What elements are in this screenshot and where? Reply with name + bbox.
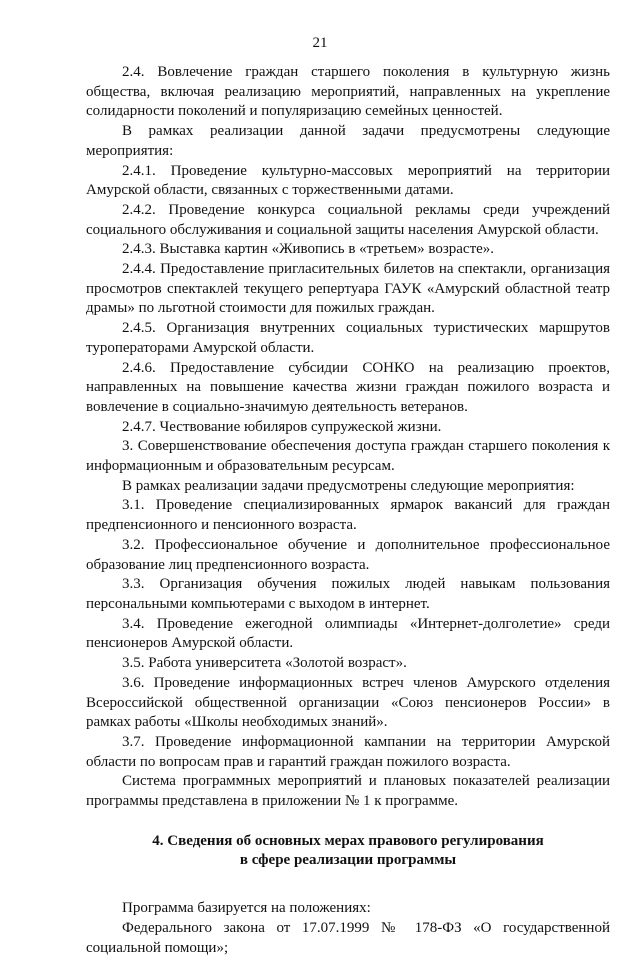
paragraph: 3.7. Проведение информационной кампании на территории Амурской области по вопросам прав и гарантий граждан пожилого возраста. (86, 733, 610, 770)
paragraph: 3.1. Проведение специализированных ярмарок вакансий для граждан предпенсионного и пенсионного возраста. (86, 497, 610, 534)
paragraph: 3.3. Организация обучения пожилых людей навыкам пользования персональными компьютерами с выходом в интернет. (86, 576, 610, 612)
spacer (86, 871, 610, 899)
paragraph: 3.6. Проведение информационных встреч членов Амурского отделения Всероссийской общественной организации «Союз пенсионеров России» в рамках работы «Школы необходимых знаний». (86, 674, 610, 731)
paragraph: 2.4. Вовлечение граждан старшего поколения в культурную жизнь общества, включая реализацию мероприятий, направленных на укрепление солидарности поколений и популяризацию семейных ценностей. (86, 64, 610, 120)
paragraph: 3. Совершенствование обеспечения доступа граждан старшего поколения к информационным и образовательным ресурсам. (86, 438, 610, 475)
paragraph: 2.4.5. Организация внутренних социальных туристических маршрутов туроператорами Амурской области. (86, 320, 610, 356)
paragraph: 3.2. Профессиональное обучение и дополнительное профессиональное образование лиц предпенсионного возраста. (86, 536, 610, 573)
paragraph: 2.4.7. Чествование юбиляров супружеской жизни. (122, 418, 442, 435)
page-number: 21 (312, 35, 328, 51)
section-heading-line: 4. Сведения об основных мерах правового регулирования (152, 832, 544, 849)
document-body (86, 63, 610, 958)
section-heading (86, 832, 610, 871)
paragraph: 3.4. Проведение ежегодной олимпиады «Интернет-долголетие» среди пенсионеров Амурской области. (86, 615, 610, 652)
paragraph: 2.4.1. Проведение культурно-массовых мероприятий на территории Амурской области, связанных с торжественными датами. (86, 162, 610, 199)
paragraph: 2.4.2. Проведение конкурса социальной рекламы среди учреждений социального обслуживания и социальной защиты населения Амурской области. (86, 201, 610, 238)
paragraph: 2.4.6. Предоставление субсидии СОНКО на реализацию проектов, направленных на повышение качества жизни граждан пожилого возраста и вовлечение в социально-значимую деятельность ветеранов. (86, 359, 610, 415)
paragraph: 2.4.4. Предоставление пригласительных билетов на спектакли, организация просмотров спектаклей текущего репертуара ГАУК «Амурский областной театр драмы» по льготной стоимости для пожилых граждан. (86, 261, 610, 317)
paragraph: Программа базируется на положениях: (122, 900, 371, 917)
paragraph: 2.4.3. Выставка картин «Живопись в «третьем» возрасте». (122, 241, 495, 258)
section-heading-line: в сфере реализации программы (239, 852, 457, 869)
paragraph: В рамках реализации данной задачи предусмотрены следующие мероприятия: (86, 123, 610, 159)
paragraph: Федерального закона от 17.07.1999 № 178-ФЗ «О государственной социальной помощи»; (86, 919, 610, 956)
paragraph: 3.5. Работа университета «Золотой возраст». (122, 655, 407, 672)
paragraph: Система программных мероприятий и плановых показателей реализации программы представлена в приложении № 1 к программе. (86, 773, 610, 810)
paragraph: В рамках реализации задачи предусмотрены следующие мероприятия: (122, 477, 575, 494)
